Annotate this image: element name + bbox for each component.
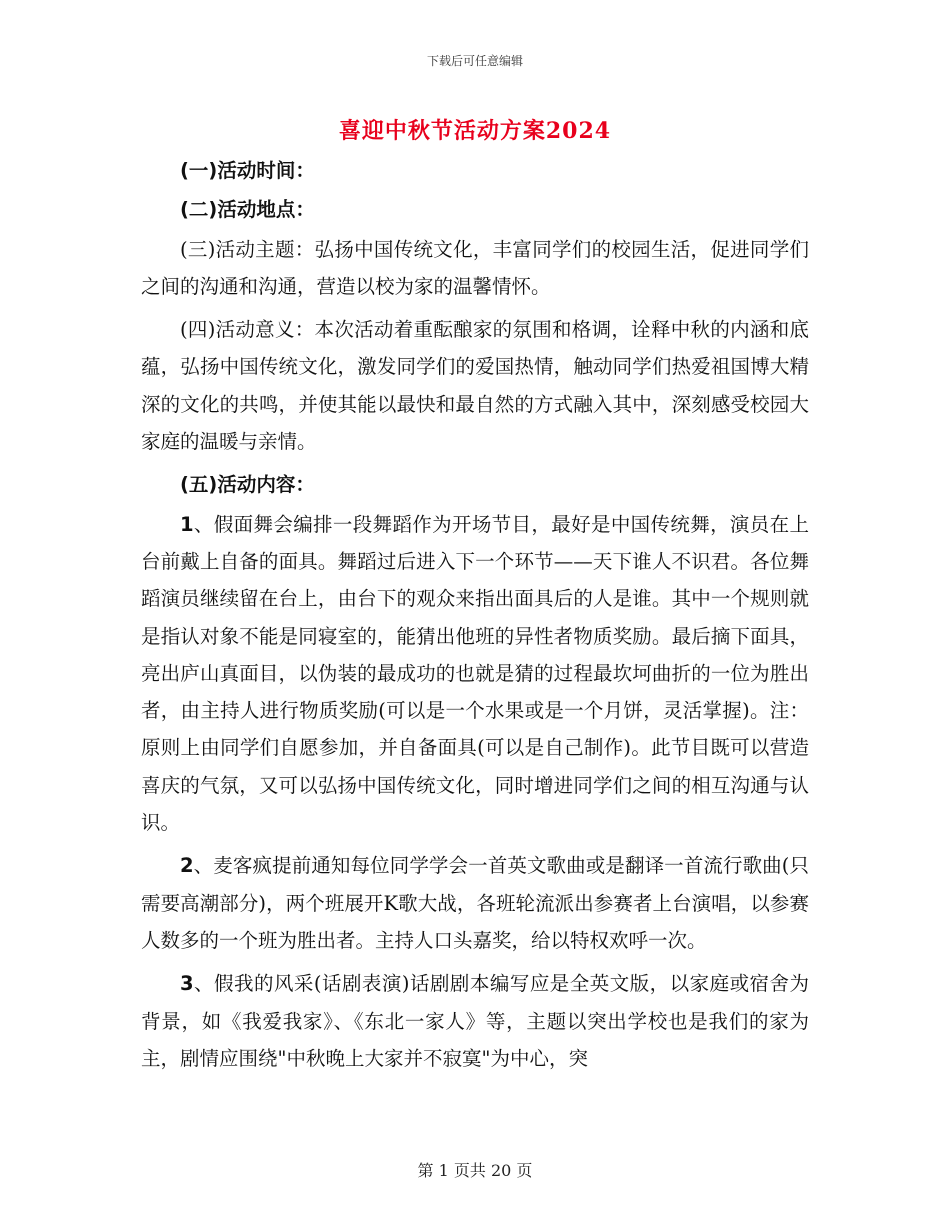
document-title: 喜迎中秋节活动方案2024 bbox=[338, 118, 612, 144]
item-number: 3 bbox=[180, 972, 194, 996]
section-content-heading: (五)活动内容： bbox=[180, 473, 315, 497]
section-theme: (三)活动主题：弘扬中国传统文化，丰富同学们的校园生活，促进同学们之间的沟通和沟通，营造以校为家的温馨情怀。 bbox=[141, 237, 809, 298]
section-meaning: (四)活动意义：本次活动着重酝酿家的氛围和格调，诠释中秋的内涵和底蕴，弘扬中国传统文化，激发同学们的爱国热情，触动同学们热爱祖国博大精深的文化的共鸣，并使其能以最快和最自然的方式融入其中，深刻感受校园大家庭的温暖与亲情。 bbox=[141, 318, 809, 454]
item-text: 、假我的风采(话剧表演)话剧剧本编写应是全英文版，以家庭或宿舍为背景，如《我爱我家》、《东北一家人》等，主题以突出学校也是我们的家为主，剧情应围绕"中秋晚上大家并不寂寞"为中心，突 bbox=[141, 972, 809, 1070]
section-place: (二)活动地点： bbox=[180, 198, 315, 222]
section-time: (一)活动时间： bbox=[180, 159, 315, 182]
page-footer: 第 1 页共 20 页 bbox=[417, 1161, 533, 1180]
item-text: 、麦客疯提前通知每位同学学会一首英文歌曲或是翻译一首流行歌曲(只需要高潮部分)，两个班展开K歌大战，各班轮流派出参赛者上台演唱，以参赛人数多的一个班为胜出者。主持人口头嘉奖，给以特权欢呼一次。 bbox=[141, 854, 809, 952]
content-item-3 bbox=[141, 965, 809, 1077]
document-body bbox=[141, 150, 809, 1077]
item-number: 1 bbox=[180, 512, 194, 536]
page-header: 下载后可任意编辑 bbox=[426, 54, 523, 68]
item-number: 2 bbox=[180, 854, 194, 878]
content-item-2 bbox=[141, 847, 809, 959]
item-text: 、假面舞会编排一段舞蹈作为开场节目，最好是中国传统舞，演员在上台前戴上自备的面具。舞蹈过后进入下一个环节——天下谁人不识君。各位舞蹈演员继续留在台上，由台下的观众来指出面具后的人是谁。其中一个规则就是指认对象不能是同寝室的，能猜出他班的异性者物质奖励。最后摘下面具，亮出庐山真面目，以伪装的最成功的也就是猜的过程最坎坷曲折的一位为胜出者，由主持人进行物质奖励(可以是一个水果或是一个月饼，灵活掌握)。注：原则上由同学们自愿参加，并自备面具(可以是自己制作)。此节目既可以营造喜庆的气氛，又可以弘扬中国传统文化，同时增进同学们之间的相互沟通与认识。 bbox=[141, 512, 809, 835]
content-item-1 bbox=[141, 506, 809, 842]
